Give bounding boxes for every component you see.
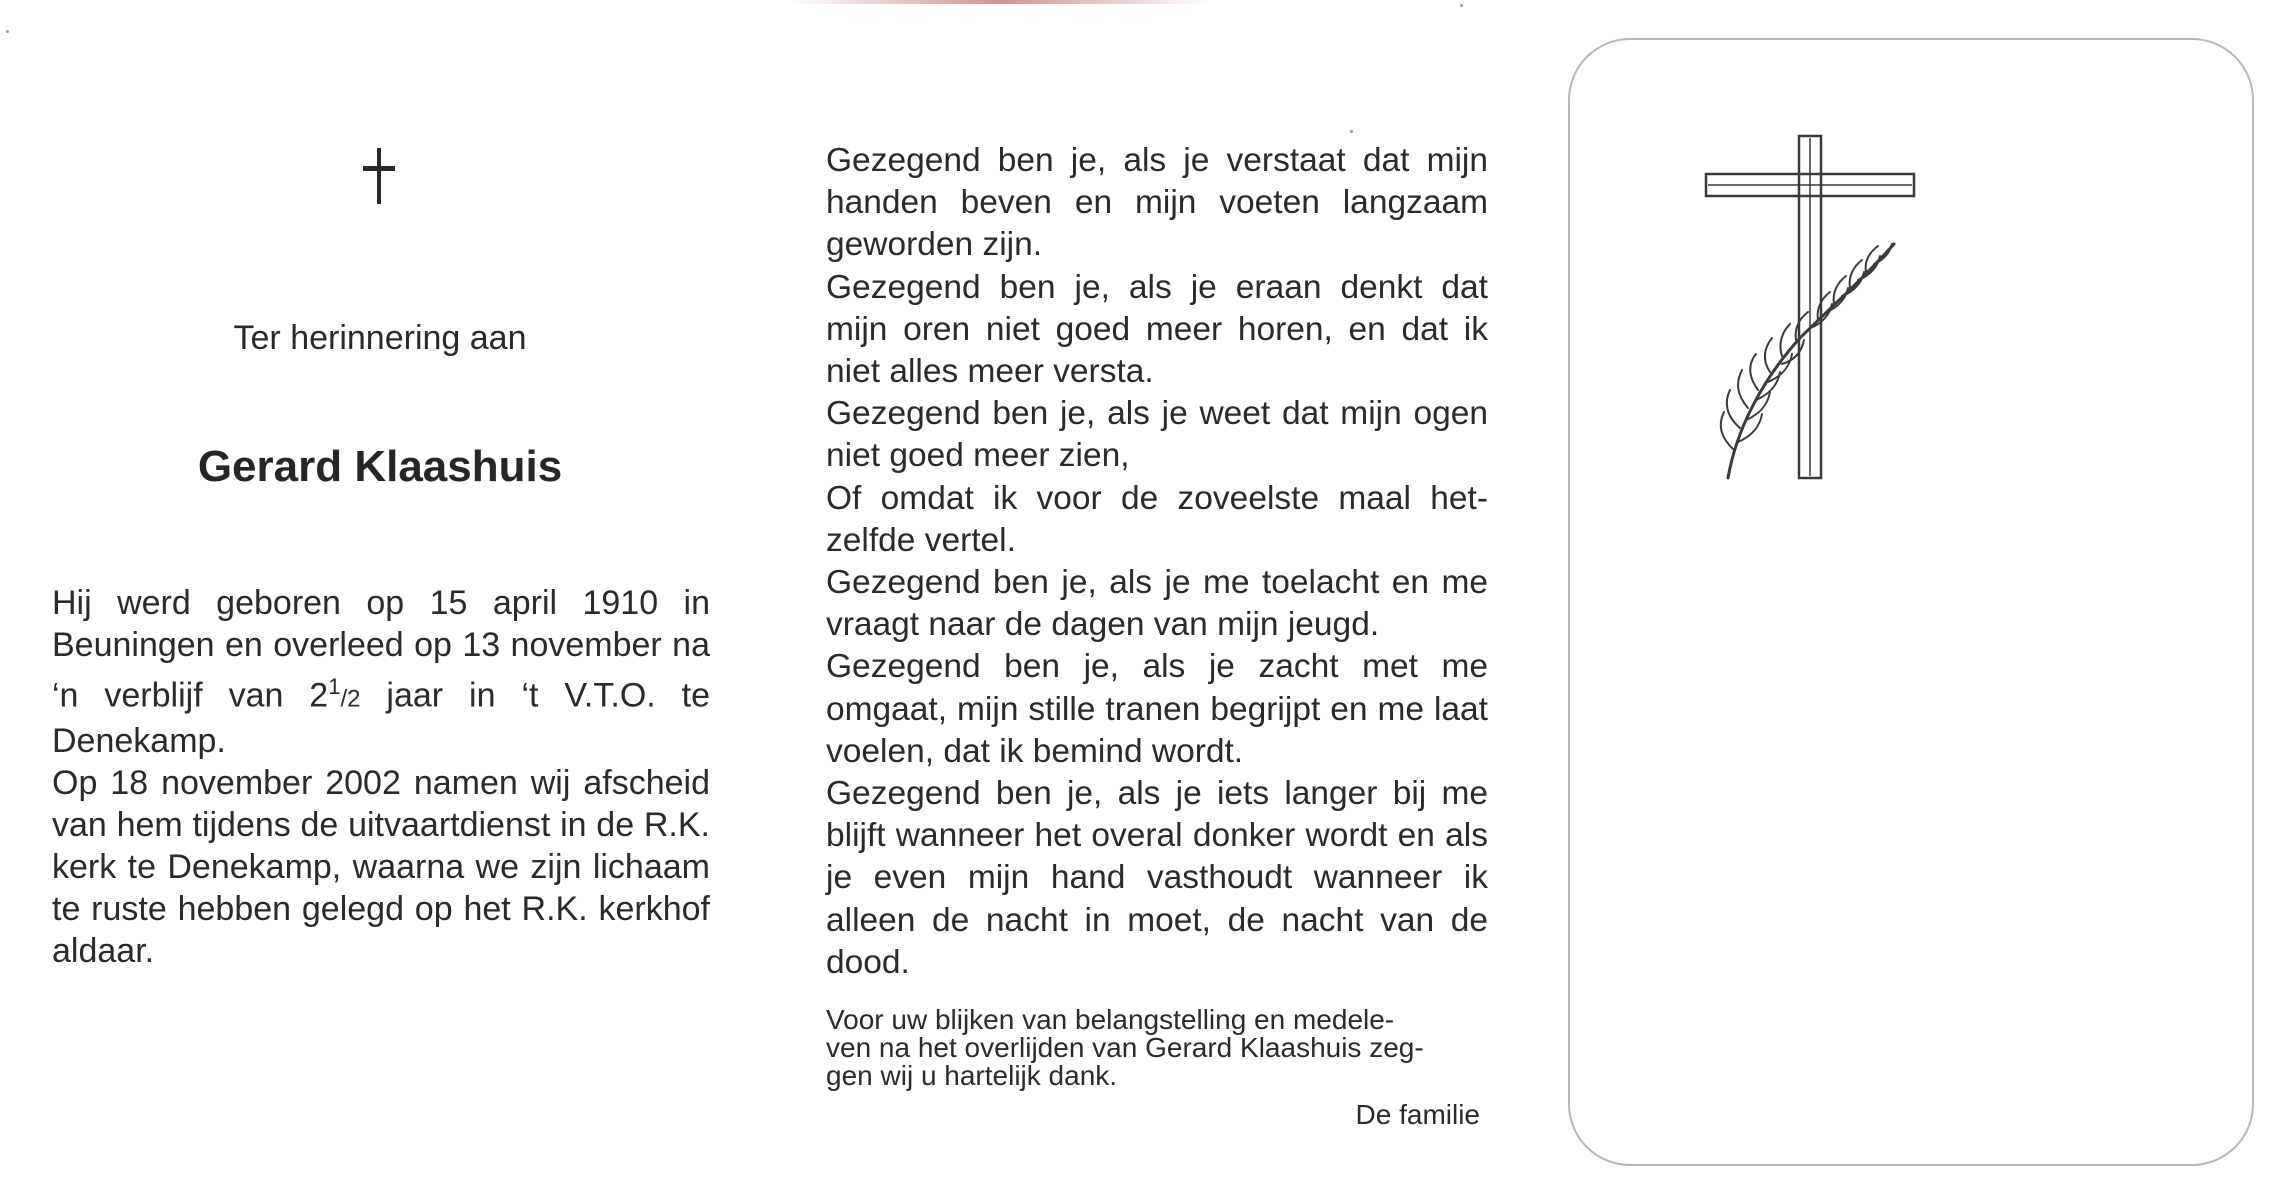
thank-you-note <box>826 1006 1502 1090</box>
bio-text-before-fraction: Hij werd geboren op 15 april 1910 in Beuningen en overleed op 13 november na ‘n verblijf van 2 <box>52 584 710 715</box>
poem-stanza: Gezegend ben je, als je me toelacht en me vraagt naar de dagen van mijn jeugd. <box>826 564 1488 644</box>
cross-with-palm-branch-icon <box>1690 132 1920 484</box>
fraction-slash: / <box>340 685 348 713</box>
bio-text-after-fraction: jaar in ‘t V.T.O. te Denekamp. <box>52 676 710 761</box>
deceased-name: Gerard Klaashuis <box>197 442 563 491</box>
scan-speck <box>6 30 9 33</box>
scan-speck <box>1460 4 1463 7</box>
thank-you-line: Voor uw blijken van belangstelling en medele- <box>826 1004 1395 1035</box>
poem-stanza: Gezegend ben je, als je iets langer bij me blijft wanneer het overal donker wordt en als je even mijn hand vasthoudt wanneer ik alleen de nacht in moet, de nacht van de dood. <box>826 775 1488 981</box>
scan-edge-mark <box>790 0 1210 4</box>
fraction-denominator: 2 <box>347 685 361 713</box>
biography-paragraph-2: Op 18 november 2002 namen wij afscheid van hem tijdens de uitvaartdienst in de R.K. kerk te Denekamp, waarna we zijn lichaam te ruste hebben gelegd op het R.K. kerkhof aldaar. <box>52 764 710 971</box>
biography <box>52 582 710 972</box>
thank-you-line: gen wij u hartelijk dank. <box>826 1060 1118 1091</box>
thank-you-line: ven na het overlijden van Gerard Klaashuis zeg- <box>826 1032 1424 1063</box>
scan-speck <box>1350 130 1353 133</box>
poem <box>826 140 1488 984</box>
poem-stanza: Gezegend ben je, als je eraan denkt dat mijn oren niet goed meer horen, en dat ik niet alles meer versta. <box>826 268 1488 391</box>
poem-stanza: Gezegend ben je, als je zacht met me omgaat, mijn stille tranen begrijpt en me laat voelen, dat ik bemind wordt. <box>826 648 1488 770</box>
biography-paragraph-1 <box>52 582 710 762</box>
fraction-numerator: 1 <box>328 674 341 699</box>
poem-stanza: Gezegend ben je, als je weet dat mijn ogen niet goed meer zien, <box>826 395 1488 475</box>
family-signature: De familie <box>1355 1099 1480 1130</box>
latin-cross-icon <box>362 148 396 204</box>
poem-stanza: Of omdat ik voor de zoveelste maal het-zelfde vertel. <box>826 479 1488 559</box>
intro-text: Ter herinnering aan <box>233 319 527 357</box>
poem-stanza: Gezegend ben je, als je verstaat dat mijn handen beven en mijn voeten langzaam geworden zijn. <box>826 142 1488 264</box>
